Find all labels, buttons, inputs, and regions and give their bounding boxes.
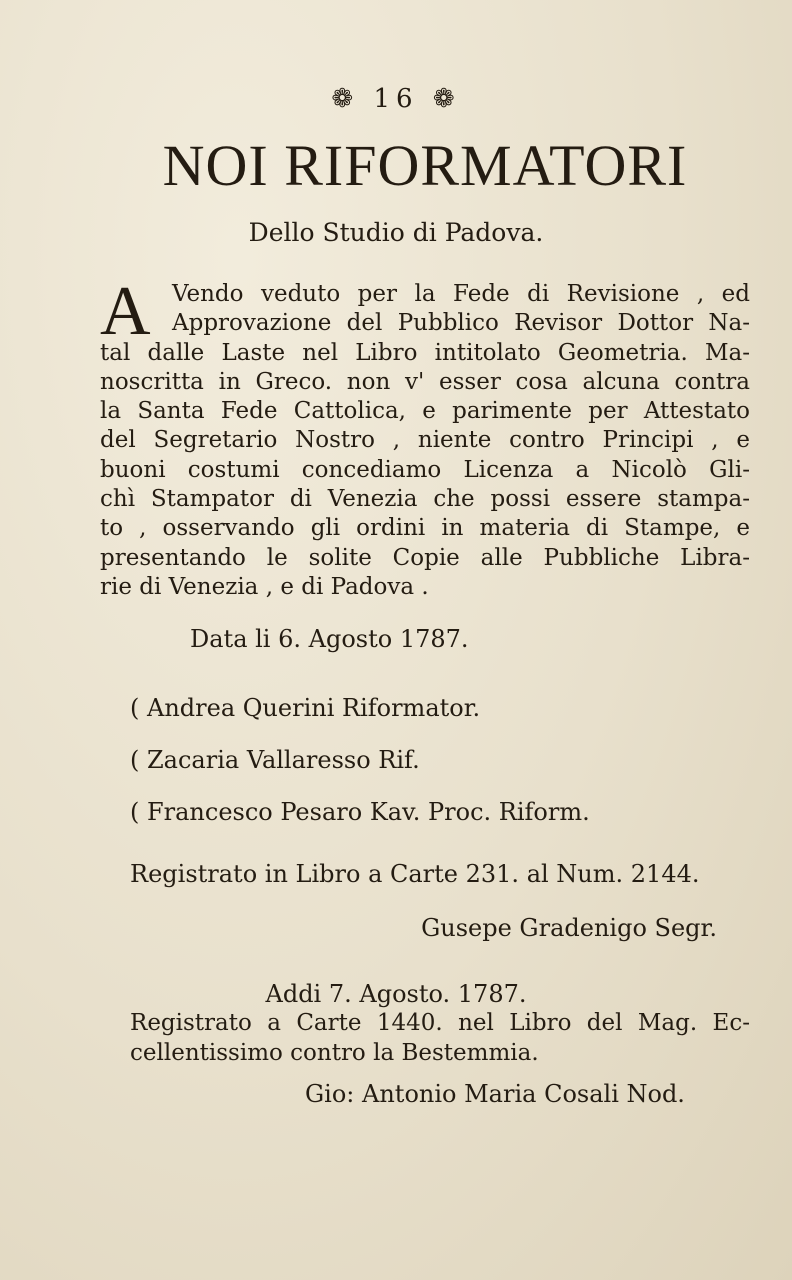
- page-number: 16: [373, 84, 419, 114]
- registration-2-line: Registrato a Carte 1440. nel Libro del Mag. Ec-: [130, 1010, 750, 1036]
- drop-cap: A: [100, 273, 151, 350]
- body-line: noscritta in Greco. non v' esser cosa alcuna contra: [100, 368, 750, 395]
- signature-line: ( Andrea Querini Riformator.: [130, 694, 481, 722]
- registration-2: [130, 1008, 750, 1068]
- registration-line: Registrato in Libro a Carte 231. al Num. 2144.: [130, 860, 700, 888]
- body-line: buoni costumi concediamo Licenza a Nicolò Gli-: [100, 456, 750, 483]
- page-number-header: [0, 84, 792, 114]
- secretary-signature: Gusepe Gradenigo Segr.: [421, 914, 717, 942]
- body-line: Vendo veduto per la Fede di Revisione , ed: [172, 281, 750, 307]
- body-line: rie di Venezia , e di Padova .: [100, 573, 429, 600]
- body-line: la Santa Fede Cattolica, e parimente per Attestato: [100, 398, 750, 425]
- signature-line: ( Zacaria Vallaresso Rif.: [130, 746, 420, 774]
- registration-2-line: cellentissimo contro la Bestemmia.: [130, 1040, 539, 1066]
- decree-body: [100, 273, 750, 602]
- notary-signature: Gio: Antonio Maria Cosali Nod.: [305, 1080, 685, 1108]
- page-title: NOI RIFORMATORI: [162, 133, 688, 198]
- date-line: Data li 6. Agosto 1787.: [190, 625, 469, 653]
- flower-ornament-icon: ❁: [432, 84, 461, 114]
- flower-ornament-icon: ❁: [331, 84, 360, 114]
- body-line: tal dalle Laste nel Libro intitolato Geometria. Ma-: [100, 339, 750, 366]
- body-line: chì Stampator di Venezia che possi essere stampa-: [100, 486, 750, 513]
- body-line: Approvazione del Pubblico Revisor Dottor Na-: [172, 310, 750, 337]
- body-line: presentando le solite Copie alle Pubbliche Libra-: [100, 544, 750, 571]
- page-subtitle: Dello Studio di Padova.: [248, 218, 544, 247]
- signature-line: ( Francesco Pesaro Kav. Proc. Riform.: [130, 798, 590, 826]
- body-line: to , osservando gli ordini in materia di Stampe, e: [100, 515, 750, 542]
- addi-date-line: Addi 7. Agosto. 1787.: [265, 980, 527, 1008]
- body-line: del Segretario Nostro , niente contro Principi , e: [100, 427, 750, 454]
